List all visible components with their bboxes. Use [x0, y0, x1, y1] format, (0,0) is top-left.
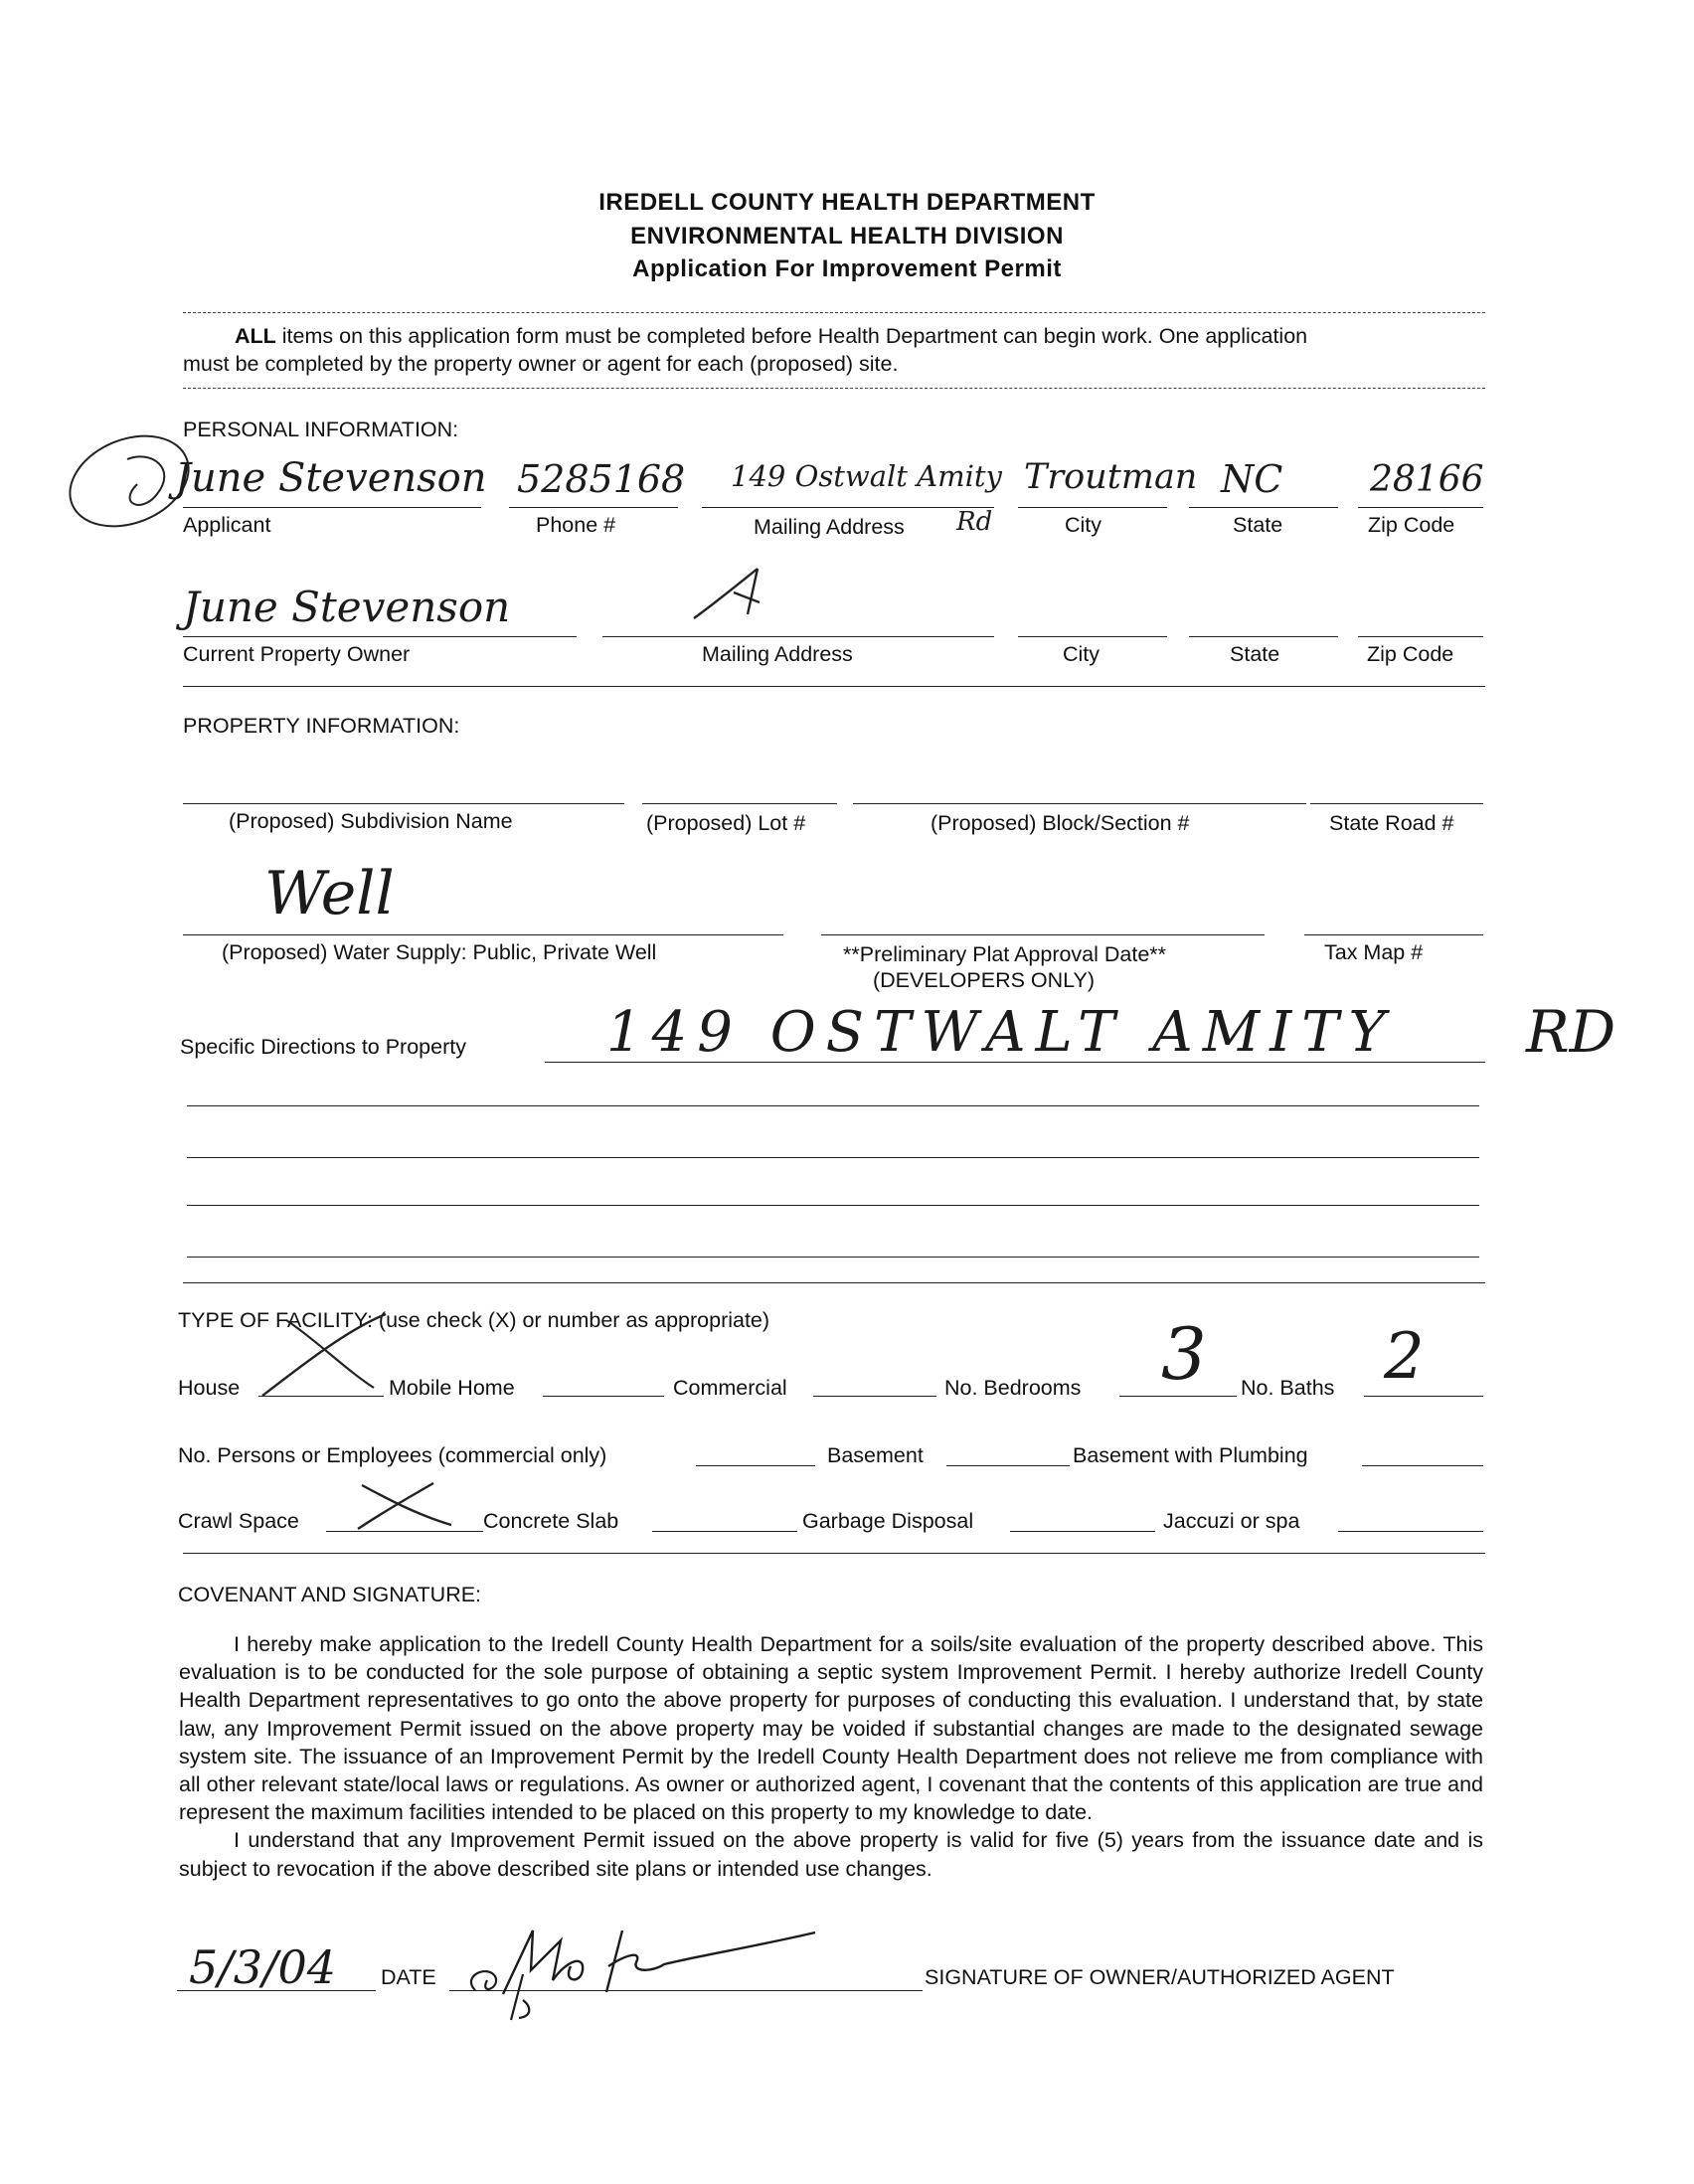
divider	[183, 1553, 1485, 1554]
owner-label: Current Property Owner	[183, 642, 411, 666]
property-info-heading: PROPERTY INFORMATION:	[183, 714, 460, 738]
lot-line[interactable]	[642, 803, 837, 804]
subdivision-line[interactable]	[183, 803, 624, 804]
city-line[interactable]	[1018, 507, 1167, 508]
baths-label: No. Baths	[1241, 1376, 1335, 1400]
basement-plumbing-label: Basement with Plumbing	[1073, 1443, 1308, 1467]
zip-line[interactable]	[1358, 507, 1483, 508]
intro-line-1	[235, 322, 1307, 350]
intro-text-1: items on this application form must be completed before Health Department can begin work. One application	[275, 324, 1308, 348]
owner-line[interactable]	[183, 636, 577, 637]
plat-line[interactable]	[821, 934, 1265, 935]
subdivision-label: (Proposed) Subdivision Name	[229, 809, 513, 833]
garbage-disposal-label: Garbage Disposal	[802, 1509, 974, 1533]
facility-heading: TYPE OF FACILITY: (use check (X) or number as appropriate)	[178, 1308, 770, 1332]
directions-line-1[interactable]	[545, 1062, 1485, 1063]
commercial-label: Commercial	[673, 1376, 787, 1400]
state2-line[interactable]	[1189, 636, 1338, 637]
taxmap-label: Tax Map #	[1324, 940, 1424, 964]
zip-label: Zip Code	[1368, 513, 1455, 537]
zip2-label: Zip Code	[1367, 642, 1454, 666]
directions-suffix-value: RD	[1526, 998, 1616, 1066]
state-label: State	[1233, 513, 1283, 537]
signature-image	[457, 1911, 835, 2020]
state-value: NC	[1221, 457, 1283, 501]
basement-line[interactable]	[946, 1465, 1070, 1466]
directions-line-5[interactable]	[187, 1257, 1479, 1258]
phone-line[interactable]	[509, 507, 678, 508]
mailing-line[interactable]	[702, 507, 994, 508]
road-line[interactable]	[1310, 803, 1483, 804]
title-form: Application For Improvement Permit	[632, 255, 1062, 282]
zip-value: 28166	[1370, 459, 1484, 500]
mobile-home-line[interactable]	[543, 1396, 664, 1397]
mailing2-line[interactable]	[602, 636, 994, 637]
signature-label: SIGNATURE OF OWNER/AUTHORIZED AGENT	[925, 1965, 1395, 1989]
covenant-heading: COVENANT AND SIGNATURE:	[178, 1583, 482, 1606]
intro-lead: ALL	[235, 324, 276, 348]
city2-line[interactable]	[1018, 636, 1167, 637]
plat-label: **Preliminary Plat Approval Date**	[843, 942, 1167, 966]
water-label: (Proposed) Water Supply: Public, Private Well	[222, 940, 657, 964]
covenant-paragraph-2: I understand that any Improvement Permit issued on the above property is valid for five (5) years from the issuance date and is subject to revocation if the above described site plans or intended use changes.	[179, 1828, 1483, 1881]
concrete-slab-label: Concrete Slab	[483, 1509, 619, 1533]
directions-label: Specific Directions to Property	[180, 1035, 466, 1059]
house-label: House	[178, 1376, 241, 1400]
jacuzzi-line[interactable]	[1338, 1531, 1483, 1532]
concrete-slab-line[interactable]	[652, 1531, 797, 1532]
persons-line[interactable]	[696, 1465, 815, 1466]
directions-value: 149 OSTWALT AMITY	[606, 1000, 1396, 1065]
applicant-value: June Stevenson	[175, 455, 487, 501]
directions-line-3[interactable]	[187, 1157, 1479, 1158]
lot-label: (Proposed) Lot #	[646, 811, 806, 835]
block-label: (Proposed) Block/Section #	[931, 811, 1190, 835]
divider	[183, 312, 1485, 313]
date-line[interactable]	[177, 1990, 376, 1991]
jacuzzi-label: Jaccuzi or spa	[1163, 1509, 1300, 1533]
date-value: 5/3/04	[189, 1940, 337, 1994]
bedrooms-label: No. Bedrooms	[944, 1376, 1082, 1400]
zip2-line[interactable]	[1358, 636, 1483, 637]
baths-line[interactable]	[1364, 1396, 1483, 1397]
water-supply-value: Well	[264, 859, 395, 928]
ditto-mark-icon	[686, 563, 775, 642]
state2-label: State	[1230, 642, 1280, 666]
mobile-home-label: Mobile Home	[389, 1376, 515, 1400]
city-label: City	[1065, 513, 1102, 537]
bedrooms-line[interactable]	[1119, 1396, 1237, 1397]
house-check-mark-icon	[256, 1310, 396, 1400]
mailing-value: 149 Ostwalt Amity	[731, 459, 1002, 493]
covenant-paragraph-1: I hereby make application to the Iredell County Health Department for a soils/site evaluation of the property described above. This evaluation is to be conducted for the sole purpose of obtaining a septic system Improvement Permit. I hereby authorize Iredell County Health Department representatives to go onto the above property for purposes of conducting this evaluation. I understand that, by state law, any Improvement Permit issued on the above property may be voided if substantial changes are made to the designated sewage system site. The issuance of an Improvement Permit by the Iredell County Health Department does not relieve me from compliance with all other relevant state/local laws or regulations. As owner or authorized agent, I covenant that the contents of this application are true and represent the maximum facilities intended to be placed on this property to my knowledge to date.	[179, 1632, 1483, 1825]
mailing-suffix-value: Rd	[956, 507, 993, 537]
taxmap-line[interactable]	[1304, 934, 1483, 935]
block-line[interactable]	[853, 803, 1306, 804]
water-line[interactable]	[183, 934, 783, 935]
phone-value: 5285168	[517, 457, 686, 501]
applicant-line[interactable]	[183, 507, 481, 508]
baths-value: 2	[1384, 1320, 1425, 1394]
city2-label: City	[1063, 642, 1101, 666]
divider	[183, 686, 1485, 687]
phone-label: Phone #	[536, 513, 616, 537]
developers-label: (DEVELOPERS ONLY)	[873, 968, 1096, 992]
state-line[interactable]	[1189, 507, 1338, 508]
covenant-text	[179, 1630, 1483, 1883]
basement-plumbing-line[interactable]	[1362, 1465, 1483, 1466]
mailing-label: Mailing Address	[754, 515, 905, 539]
city-value: Troutman	[1024, 457, 1198, 497]
divider	[183, 388, 1485, 389]
crawl-space-x-mark-icon	[348, 1479, 457, 1539]
date-label: DATE	[381, 1965, 436, 1989]
directions-line-4[interactable]	[187, 1205, 1479, 1206]
directions-line-2[interactable]	[187, 1105, 1479, 1106]
title-department: IREDELL COUNTY HEALTH DEPARTMENT	[598, 189, 1096, 216]
divider	[183, 1282, 1485, 1283]
road-label: State Road #	[1329, 811, 1454, 835]
commercial-line[interactable]	[813, 1396, 936, 1397]
personal-info-heading: PERSONAL INFORMATION:	[183, 418, 459, 441]
garbage-disposal-line[interactable]	[1010, 1531, 1155, 1532]
bedrooms-value: 3	[1161, 1312, 1207, 1396]
persons-label: No. Persons or Employees (commercial only)	[178, 1443, 607, 1467]
basement-label: Basement	[827, 1443, 924, 1467]
applicant-label: Applicant	[183, 513, 271, 537]
owner-value: June Stevenson	[183, 583, 511, 631]
crawl-space-label: Crawl Space	[178, 1509, 299, 1533]
intro-line-2: must be completed by the property owner or agent for each (proposed) site.	[183, 352, 899, 376]
mailing2-label: Mailing Address	[702, 642, 853, 666]
title-division: ENVIRONMENTAL HEALTH DIVISION	[630, 223, 1064, 250]
